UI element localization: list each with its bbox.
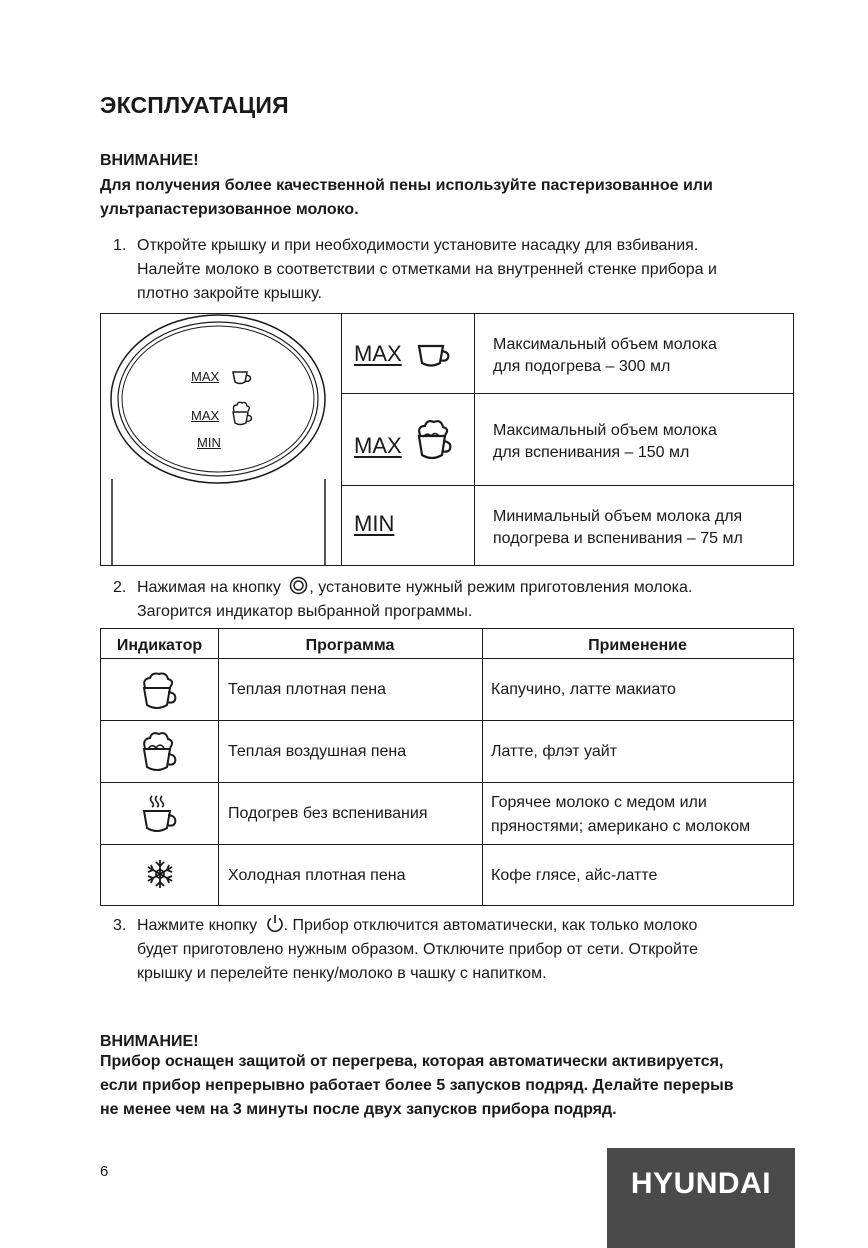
- level-desc-line: для вспенивания – 150 мл: [493, 444, 690, 461]
- program-use: Кофе глясе, айс-латте: [491, 867, 658, 884]
- column-header: Индикатор: [116, 637, 203, 654]
- program-table: [100, 628, 794, 906]
- step-line: крышку и перелейте пенку/молоко в чашку с напитком.: [137, 965, 547, 982]
- step-number: 3.: [113, 917, 127, 934]
- jug-lid-diagram: [101, 314, 341, 565]
- program-name: Теплая воздушная пена: [228, 743, 407, 760]
- page-title: ЭКСПЛУАТАЦИЯ: [100, 92, 289, 118]
- step-text: . Прибор отключится автоматически, как только молоко: [283, 917, 698, 934]
- level-desc: [493, 420, 717, 464]
- column-header: Применение: [588, 637, 687, 654]
- mode-button-icon: [289, 576, 308, 595]
- step-text: Нажимая на кнопку: [137, 579, 281, 596]
- level-desc-line: для подогрева – 300 мл: [493, 358, 671, 375]
- level-desc-line: Максимальный объем молока: [493, 422, 717, 439]
- step-line: Загорится индикатор выбранной программы.: [137, 603, 473, 620]
- level-desc-line: Максимальный объем молока: [493, 336, 717, 353]
- diagram-min-label: MIN: [197, 435, 221, 450]
- step-2: [100, 576, 800, 624]
- step-line: Откройте крышку и при необходимости установите насадку для взбивания.: [137, 237, 699, 254]
- froth-cup-icon: [417, 418, 453, 462]
- step-number: 2.: [113, 579, 127, 596]
- step-1: [100, 234, 800, 306]
- dense-froth-cup-icon: [142, 671, 178, 711]
- power-icon: [266, 914, 284, 933]
- warning-line: Для получения более качественной пены используйте пастеризованное или: [100, 177, 713, 194]
- warning-line: если прибор непрерывно работает более 5 запусков подряд. Делайте перерыв: [100, 1077, 734, 1094]
- step-line: будет приготовлено нужным образом. Отключите прибор от сети. Откройте: [137, 941, 699, 958]
- program-name: Холодная плотная пена: [228, 867, 406, 884]
- step-text: , установите нужный режим приготовления молока.: [309, 579, 693, 596]
- column-header: Программа: [305, 637, 395, 654]
- airy-froth-cup-icon: [142, 730, 178, 774]
- warning-title: ВНИМАНИЕ!: [100, 152, 199, 169]
- level-desc: [493, 506, 743, 550]
- program-name: Теплая плотная пена: [228, 681, 386, 698]
- program-use-line: Горячее молоко с медом или: [491, 794, 707, 811]
- level-desc-line: подогрева и вспенивания – 75 мл: [493, 530, 743, 547]
- program-use: Латте, флэт уайт: [491, 743, 618, 760]
- steam-cup-icon: [142, 794, 178, 834]
- page-number: 6: [100, 1163, 109, 1180]
- program-use: Капучино, латте макиато: [491, 681, 676, 698]
- warning-line: не менее чем на 3 минуты после двух запусков прибора подряд.: [100, 1101, 617, 1118]
- level-mark-max-heat: MAX: [354, 341, 402, 366]
- step-text: Нажмите кнопку: [137, 917, 258, 934]
- warning-text: [100, 174, 713, 222]
- warning-line: Прибор оснащен защитой от перегрева, которая автоматически активируется,: [100, 1053, 724, 1070]
- program-name: Подогрев без вспенивания: [228, 805, 428, 822]
- level-desc-line: Минимальный объем молока для: [493, 508, 743, 525]
- program-use-line: пряностями; американо с молоком: [491, 818, 751, 835]
- step-line: Налейте молоко в соответствии с отметками на внутренней стенке прибора и: [137, 261, 717, 278]
- cup-icon: [417, 343, 453, 369]
- program-use: [491, 791, 750, 839]
- warning-line: ультрапастеризованное молоко.: [100, 201, 359, 218]
- level-desc: [493, 334, 717, 378]
- snowflake-icon: [145, 859, 175, 889]
- level-mark-max-froth: MAX: [354, 433, 402, 458]
- warning-title: ВНИМАНИЕ!: [100, 1033, 199, 1050]
- diagram-max-heat-label: MAX: [191, 369, 220, 384]
- brand-logo: HYUNDAI: [607, 1148, 795, 1248]
- fill-level-table: [100, 313, 794, 566]
- step-line: плотно закройте крышку.: [137, 285, 322, 302]
- warning-text: [100, 1050, 734, 1122]
- level-mark-min: MIN: [354, 511, 395, 536]
- diagram-max-froth-label: MAX: [191, 408, 220, 423]
- step-number: 1.: [113, 237, 127, 254]
- step-3: [100, 914, 800, 986]
